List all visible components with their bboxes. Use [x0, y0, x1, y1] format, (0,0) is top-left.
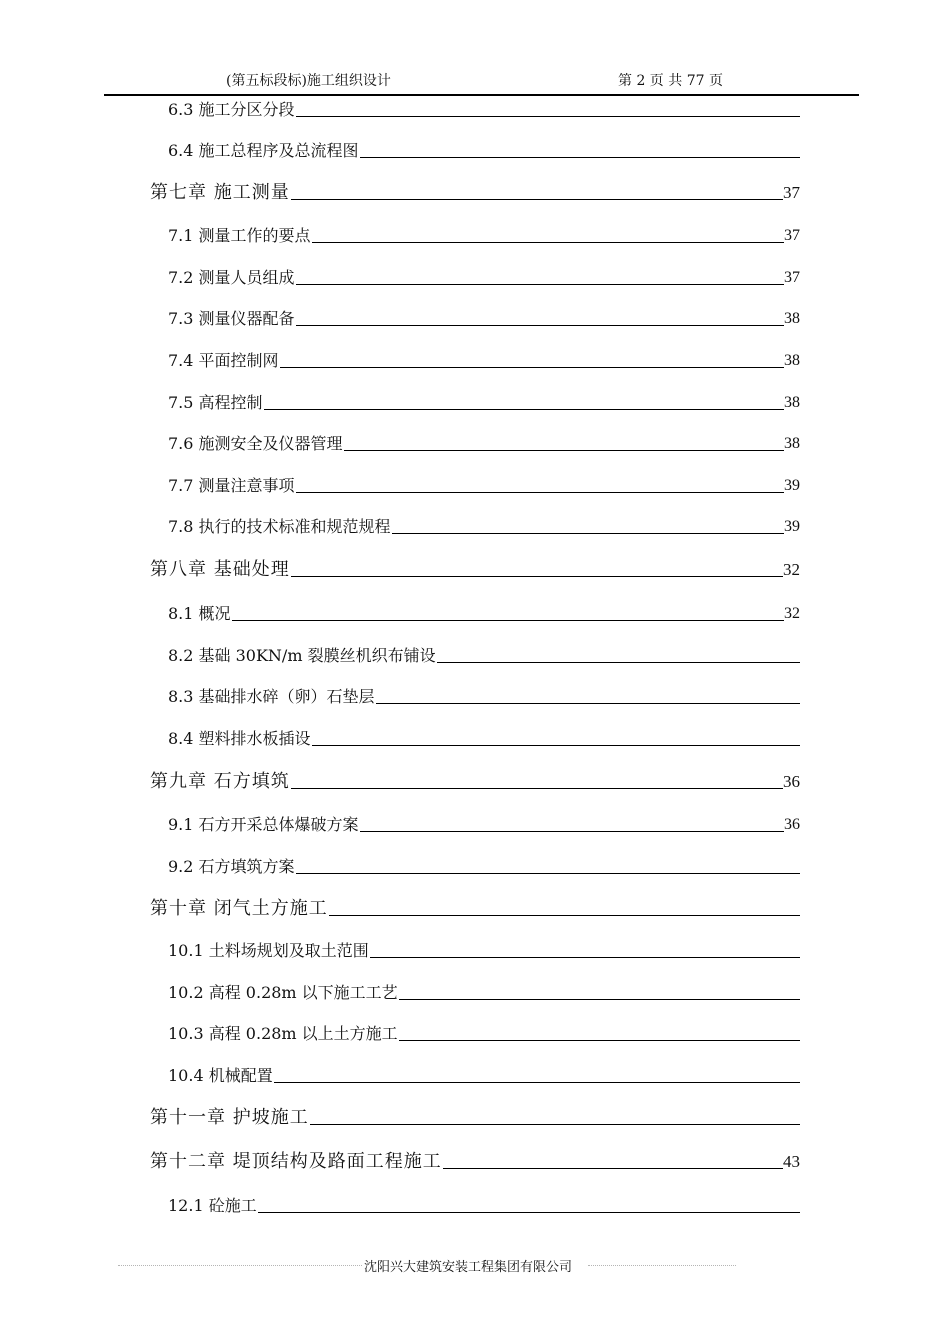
toc-leader-line: [399, 998, 800, 1000]
toc-entry-page: 37: [784, 227, 800, 244]
toc-entry-label: 6.3 施工分区分段: [168, 100, 295, 119]
toc-entry-label: 10.4 机械配置: [168, 1066, 273, 1085]
toc-entry-label: 9.2 石方填筑方案: [168, 857, 295, 876]
toc-leader-line: [296, 491, 784, 493]
page-number: 第 2 页 共 77 页: [618, 73, 723, 89]
toc-entry[interactable]: [168, 266, 800, 288]
toc-entry[interactable]: [168, 1194, 800, 1216]
toc-entry[interactable]: [168, 602, 800, 624]
toc-chapter-label: 第十一章 护坡施工: [150, 1107, 309, 1128]
toc-leader-line: [312, 241, 784, 243]
toc-entry-label: 7.4 平面控制网: [168, 351, 279, 370]
toc-leader-line: [370, 956, 800, 958]
toc-leader-line: [291, 787, 783, 789]
toc-leader-line: [360, 830, 784, 832]
toc-entry-label: 7.7 测量注意事项: [168, 476, 295, 495]
toc-leader-line: [392, 532, 784, 534]
footer-divider-left: [118, 1265, 364, 1266]
toc-entry[interactable]: [168, 432, 800, 454]
toc-entry-label: 12.1 砼施工: [168, 1196, 257, 1215]
toc-chapter[interactable]: [150, 1150, 800, 1172]
toc-entry[interactable]: [168, 349, 800, 371]
toc-leader-line: [443, 1167, 783, 1169]
toc-chapter-page: 32: [783, 560, 800, 579]
toc-leader-line: [376, 702, 800, 704]
toc-chapter[interactable]: [150, 181, 800, 203]
toc-entry[interactable]: [168, 939, 800, 961]
toc-entry-label: 7.1 测量工作的要点: [168, 226, 311, 245]
toc-entry-label: 8.2 基础 30KN/m 裂膜丝机织布铺设: [168, 646, 436, 665]
toc-entry-label: 8.4 塑料排水板插设: [168, 729, 311, 748]
toc-chapter[interactable]: [150, 770, 800, 792]
toc-entry[interactable]: [168, 855, 800, 877]
page-header: [0, 0, 950, 96]
footer-divider-right: [588, 1265, 736, 1266]
toc-entry[interactable]: [168, 307, 800, 329]
toc-entry-page: 39: [784, 518, 800, 535]
toc-entry-page: 38: [784, 310, 800, 327]
toc-entry-page: 32: [784, 605, 800, 622]
toc-leader-line: [296, 115, 800, 117]
toc-entry[interactable]: [168, 644, 800, 666]
toc-entry-label: 7.2 测量人员组成: [168, 268, 295, 287]
toc-leader-line: [296, 283, 784, 285]
toc-chapter-label: 第九章 石方填筑: [150, 771, 290, 792]
toc-chapter-label: 第十章 闭气土方施工: [150, 898, 328, 919]
toc-entry[interactable]: [168, 1022, 800, 1044]
toc-chapter-label: 第十二章 堤顶结构及路面工程施工: [150, 1151, 442, 1172]
toc-leader-line: [258, 1211, 800, 1213]
toc-entry[interactable]: [168, 1064, 800, 1086]
toc-entry[interactable]: [168, 98, 800, 120]
toc-entry-page: 38: [784, 352, 800, 369]
toc-entry-label: 8.1 概况: [168, 604, 231, 623]
toc-leader-line: [296, 872, 800, 874]
toc-leader-line: [280, 366, 784, 368]
toc-chapter-label: 第八章 基础处理: [150, 559, 290, 580]
toc-entry-page: 38: [784, 394, 800, 411]
toc-entry-label: 10.2 高程 0.28m 以下施工工艺: [168, 983, 398, 1002]
toc-chapter-page: 36: [783, 772, 800, 791]
toc-leader-line: [399, 1039, 800, 1041]
toc-entry-label: 8.3 基础排水碎（卵）石垫层: [168, 687, 375, 706]
toc-entry[interactable]: [168, 515, 800, 537]
toc-entry-label: 10.3 高程 0.28m 以上土方施工: [168, 1024, 398, 1043]
toc-entry-label: 7.6 施测安全及仪器管理: [168, 434, 343, 453]
toc-entry[interactable]: [168, 685, 800, 707]
toc-entry-page: 37: [784, 269, 800, 286]
toc-chapter[interactable]: [150, 897, 800, 919]
toc-leader-line: [312, 744, 800, 746]
toc-entry[interactable]: [168, 139, 800, 161]
toc-chapter-page: 37: [783, 183, 800, 202]
toc-entry-label: 6.4 施工总程序及总流程图: [168, 141, 359, 160]
toc-leader-line: [291, 198, 783, 200]
toc-leader-line: [344, 449, 784, 451]
toc-leader-line: [291, 575, 783, 577]
toc-chapter-page: 43: [783, 1152, 800, 1171]
toc-entry-label: 7.3 测量仪器配备: [168, 309, 295, 328]
toc-entry[interactable]: [168, 391, 800, 413]
toc-entry[interactable]: [168, 981, 800, 1003]
toc-leader-line: [264, 408, 784, 410]
header-divider: [104, 94, 859, 96]
toc-leader-line: [329, 914, 800, 916]
toc-entry-label: 9.1 石方开采总体爆破方案: [168, 815, 359, 834]
toc-leader-line: [437, 661, 800, 663]
toc-leader-line: [232, 619, 784, 621]
toc-entry[interactable]: [168, 813, 800, 835]
toc-chapter-label: 第七章 施工测量: [150, 182, 290, 203]
document-title: (第五标段标)施工组织设计: [226, 73, 391, 89]
toc-leader-line: [274, 1081, 800, 1083]
toc-entry[interactable]: [168, 224, 800, 246]
toc-leader-line: [310, 1123, 800, 1125]
toc-chapter[interactable]: [150, 1106, 800, 1128]
toc-leader-line: [360, 156, 800, 158]
toc-entry[interactable]: [168, 474, 800, 496]
toc-entry-page: 39: [784, 477, 800, 494]
toc-entry-label: 10.1 土料场规划及取土范围: [168, 941, 369, 960]
toc-entry-label: 7.5 高程控制: [168, 393, 263, 412]
toc-chapter[interactable]: [150, 558, 800, 580]
toc-leader-line: [296, 324, 784, 326]
footer-company: 沈阳兴大建筑安装工程集团有限公司: [362, 1256, 574, 1275]
toc-entry[interactable]: [168, 727, 800, 749]
toc-entry-label: 7.8 执行的技术标准和规范规程: [168, 517, 391, 536]
toc-entry-page: 38: [784, 435, 800, 452]
toc-entry-page: 36: [784, 816, 800, 833]
